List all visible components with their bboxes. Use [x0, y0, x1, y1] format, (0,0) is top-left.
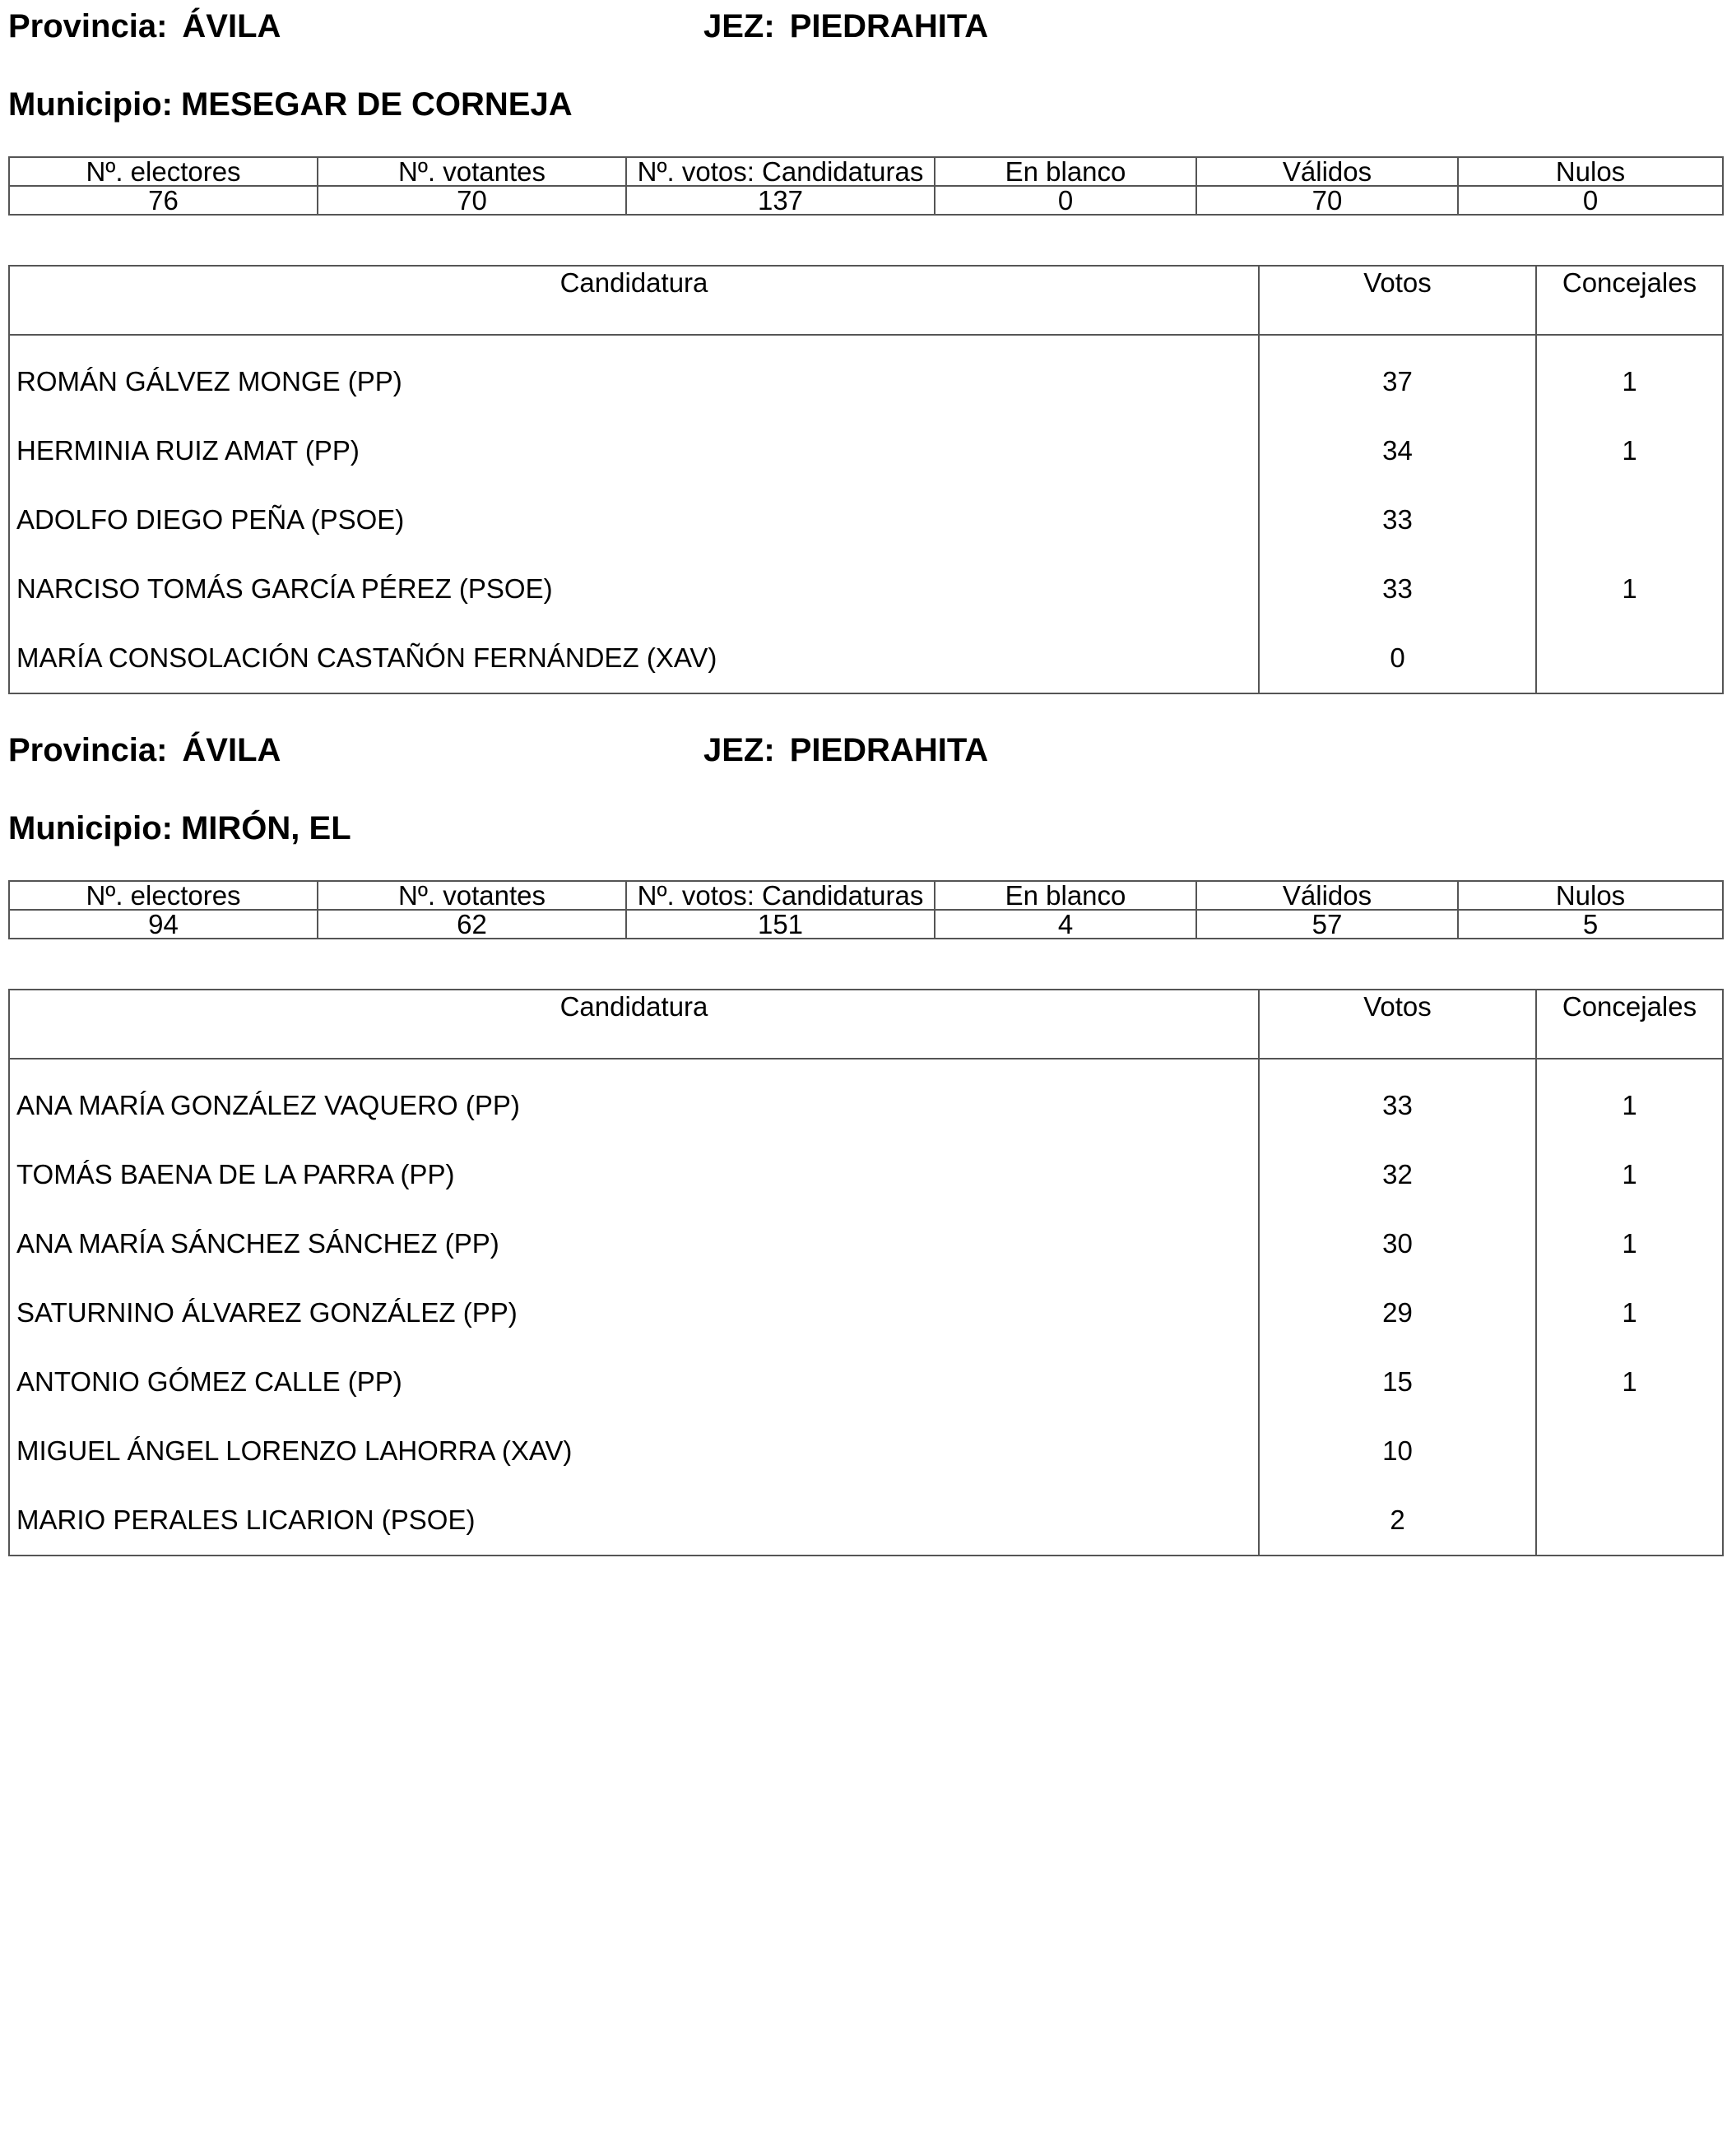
- jez-label: JEZ:: [703, 8, 775, 44]
- provincia-label: Provincia:: [8, 732, 168, 768]
- candidate-concejales: 1: [1536, 554, 1723, 624]
- stats-value-votos-candidaturas: 137: [626, 186, 935, 215]
- table-row: [9, 1209, 1723, 1278]
- candidates-table: [8, 989, 1724, 1556]
- stats-value-en-blanco: 4: [935, 910, 1196, 939]
- candidate-name: NARCISO TOMÁS GARCÍA PÉREZ (PSOE): [9, 554, 1259, 624]
- stats-header-validos: Válidos: [1196, 157, 1458, 186]
- header-candidatura: Candidatura: [9, 990, 1259, 1059]
- candidate-votos: 34: [1259, 416, 1536, 485]
- stats-header-electores: Nº. electores: [9, 881, 318, 910]
- stats-header-row: [9, 157, 1723, 186]
- candidate-concejales: [1536, 485, 1723, 554]
- candidate-name: TOMÁS BAENA DE LA PARRA (PP): [9, 1140, 1259, 1209]
- stats-header-votos-candidaturas: Nº. votos: Candidaturas: [626, 881, 935, 910]
- table-row: [9, 1140, 1723, 1209]
- provincia-header: [8, 10, 281, 43]
- candidate-votos: 29: [1259, 1278, 1536, 1347]
- candidates-header-row: [9, 990, 1723, 1059]
- candidate-votos: 33: [1259, 554, 1536, 624]
- stats-value-row: [9, 910, 1723, 939]
- jez-value: PIEDRAHITA: [789, 732, 989, 768]
- stats-value-votantes: 62: [318, 910, 626, 939]
- table-row: [9, 335, 1723, 416]
- stats-header-votantes: Nº. votantes: [318, 157, 626, 186]
- stats-value-electores: 76: [9, 186, 318, 215]
- stats-value-row: [9, 186, 1723, 215]
- stats-header-votantes: Nº. votantes: [318, 881, 626, 910]
- municipio-label: Municipio:: [8, 86, 173, 123]
- provincia-label: Provincia:: [8, 8, 168, 44]
- candidate-name: ANA MARÍA SÁNCHEZ SÁNCHEZ (PP): [9, 1209, 1259, 1278]
- stats-header-en-blanco: En blanco: [935, 881, 1196, 910]
- candidate-votos: 33: [1259, 485, 1536, 554]
- table-row: [9, 1416, 1723, 1486]
- table-row: [9, 416, 1723, 485]
- provincia-value: ÁVILA: [182, 732, 281, 768]
- header-concejales: Concejales: [1536, 990, 1723, 1059]
- stats-value-validos: 70: [1196, 186, 1458, 215]
- stats-value-validos: 57: [1196, 910, 1458, 939]
- municipio-label: Municipio:: [8, 810, 173, 846]
- candidate-name: ROMÁN GÁLVEZ MONGE (PP): [9, 335, 1259, 416]
- table-row: [9, 554, 1723, 624]
- candidate-votos: 32: [1259, 1140, 1536, 1209]
- table-row: [9, 1486, 1723, 1556]
- candidate-name: SATURNINO ÁLVAREZ GONZÁLEZ (PP): [9, 1278, 1259, 1347]
- candidate-concejales: 1: [1536, 1140, 1723, 1209]
- municipio-section-2: [0, 724, 1727, 1588]
- stats-value-nulos: 0: [1458, 186, 1723, 215]
- stats-value-electores: 94: [9, 910, 318, 939]
- stats-header-votos-candidaturas: Nº. votos: Candidaturas: [626, 157, 935, 186]
- stats-header-row: [9, 881, 1723, 910]
- candidate-concejales: 1: [1536, 335, 1723, 416]
- stats-table: [8, 156, 1724, 216]
- stats-value-votos-candidaturas: 151: [626, 910, 935, 939]
- candidate-name: ADOLFO DIEGO PEÑA (PSOE): [9, 485, 1259, 554]
- candidate-concejales: 1: [1536, 1278, 1723, 1347]
- candidate-name: MARIO PERALES LICARION (PSOE): [9, 1486, 1259, 1556]
- table-row: [9, 1278, 1723, 1347]
- municipio-header: [8, 812, 351, 845]
- stats-table: [8, 880, 1724, 939]
- jez-value: PIEDRAHITA: [789, 8, 989, 44]
- municipio-value: MESEGAR DE CORNEJA: [180, 86, 573, 123]
- candidates-table: [8, 265, 1724, 694]
- jez-header: [703, 734, 988, 767]
- candidate-votos: 30: [1259, 1209, 1536, 1278]
- candidate-concejales: [1536, 624, 1723, 693]
- candidates-header-row: [9, 266, 1723, 335]
- header-concejales: Concejales: [1536, 266, 1723, 335]
- header-votos: Votos: [1259, 990, 1536, 1059]
- stats-value-nulos: 5: [1458, 910, 1723, 939]
- candidate-concejales: 1: [1536, 1059, 1723, 1140]
- candidate-concejales: [1536, 1416, 1723, 1486]
- jez-label: JEZ:: [703, 732, 775, 768]
- stats-header-validos: Válidos: [1196, 881, 1458, 910]
- candidate-votos: 33: [1259, 1059, 1536, 1140]
- candidate-name: HERMINIA RUIZ AMAT (PP): [9, 416, 1259, 485]
- table-row: [9, 485, 1723, 554]
- stats-header-nulos: Nulos: [1458, 157, 1723, 186]
- candidate-concejales: [1536, 1486, 1723, 1556]
- candidate-name: ANTONIO GÓMEZ CALLE (PP): [9, 1347, 1259, 1416]
- municipio-section-1: [0, 0, 1727, 691]
- header-candidatura: Candidatura: [9, 266, 1259, 335]
- jez-header: [703, 10, 988, 43]
- header-votos: Votos: [1259, 266, 1536, 335]
- provincia-header: [8, 734, 281, 767]
- stats-header-electores: Nº. electores: [9, 157, 318, 186]
- candidate-votos: 0: [1259, 624, 1536, 693]
- candidate-name: ANA MARÍA GONZÁLEZ VAQUERO (PP): [9, 1059, 1259, 1140]
- candidate-name: MARÍA CONSOLACIÓN CASTAÑÓN FERNÁNDEZ (XAV): [9, 624, 1259, 693]
- provincia-value: ÁVILA: [182, 8, 281, 44]
- candidate-concejales: 1: [1536, 416, 1723, 485]
- table-row: [9, 1347, 1723, 1416]
- stats-header-nulos: Nulos: [1458, 881, 1723, 910]
- stats-value-votantes: 70: [318, 186, 626, 215]
- candidate-votos: 10: [1259, 1416, 1536, 1486]
- candidate-votos: 2: [1259, 1486, 1536, 1556]
- candidate-name: MIGUEL ÁNGEL LORENZO LAHORRA (XAV): [9, 1416, 1259, 1486]
- stats-value-en-blanco: 0: [935, 186, 1196, 215]
- stats-header-en-blanco: En blanco: [935, 157, 1196, 186]
- candidate-votos: 37: [1259, 335, 1536, 416]
- candidate-votos: 15: [1259, 1347, 1536, 1416]
- table-row: [9, 624, 1723, 693]
- candidate-concejales: 1: [1536, 1347, 1723, 1416]
- candidate-concejales: 1: [1536, 1209, 1723, 1278]
- table-row: [9, 1059, 1723, 1140]
- municipio-value: MIRÓN, EL: [180, 810, 351, 846]
- municipio-header: [8, 88, 573, 121]
